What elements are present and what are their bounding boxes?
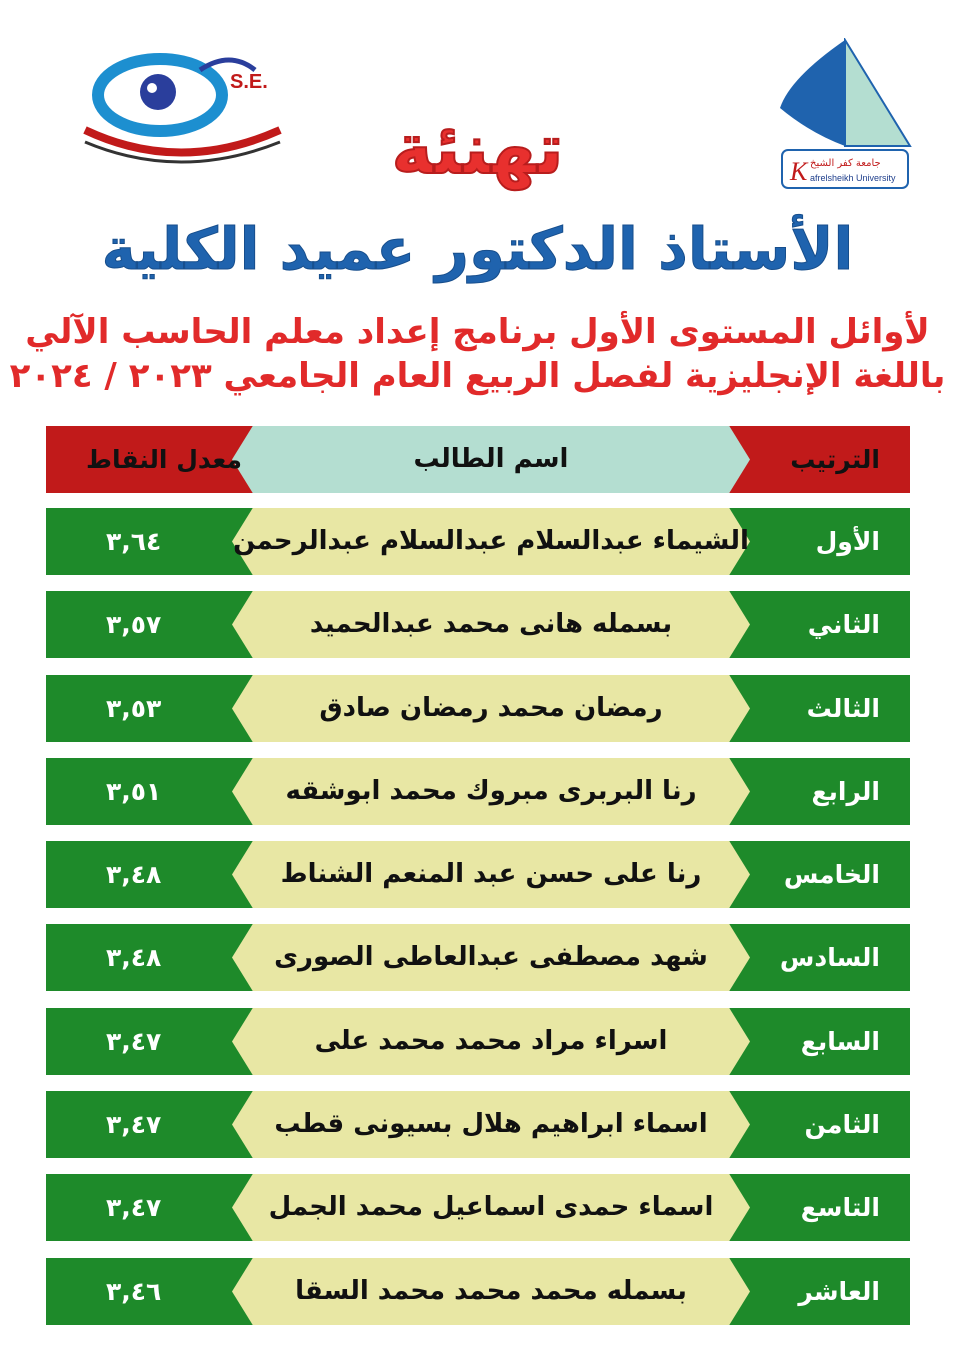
table-row <box>46 675 910 742</box>
row-name: اسماء حمدى اسماعيل محمد الجمل <box>268 1192 714 1222</box>
row-rank: السابع <box>800 1027 880 1056</box>
subtitle-line-1: لأوائل المستوى الأول برنامج إعداد معلم الحاسب الآلي <box>25 312 930 352</box>
table-row <box>46 591 910 658</box>
dean-title: الأستاذ الدكتور عميد الكلية <box>101 215 854 283</box>
svg-text:afrelsheikh University: afrelsheikh University <box>810 173 896 183</box>
table-row <box>46 1091 910 1158</box>
row-rank: التاسع <box>800 1193 880 1222</box>
row-name: رنا على حسن عبد المنعم الشناط <box>280 859 702 889</box>
row-gpa: ٣,٤٦ <box>106 1277 162 1306</box>
row-gpa: ٣,٤٧ <box>106 1110 162 1139</box>
row-rank: الثالث <box>806 694 880 723</box>
table-row <box>46 1174 910 1241</box>
table-row <box>46 1008 910 1075</box>
table-row <box>46 758 910 825</box>
row-name: بسمله محمد محمد محمد السقا <box>295 1276 687 1306</box>
row-rank: الرابع <box>811 777 880 806</box>
table-row <box>46 1258 910 1325</box>
table-row <box>46 841 910 908</box>
row-gpa: ٣,٥٧ <box>106 610 162 639</box>
row-name: اسماء ابراهيم هلال بسيونى قطب <box>274 1109 708 1139</box>
row-gpa: ٣,٥١ <box>106 777 162 806</box>
row-gpa: ٣,٤٧ <box>106 1027 162 1056</box>
row-name: اسراء مراد محمد محمد على <box>314 1026 668 1056</box>
row-rank: الثامن <box>804 1110 880 1139</box>
table-row <box>46 508 910 575</box>
row-gpa: ٣,٦٤ <box>106 527 162 556</box>
row-rank: الأول <box>815 527 880 556</box>
row-rank: العاشر <box>798 1277 880 1306</box>
table-row <box>46 924 910 991</box>
row-name: رنا البربرى مبروك محمد ابوشقه <box>285 776 697 806</box>
row-rank: السادس <box>779 943 880 972</box>
row-name: رمضان محمد رمضان صادق <box>319 693 663 723</box>
header-name: اسم الطالب <box>413 444 569 474</box>
congrats-title: تهنئة <box>391 108 564 190</box>
row-rank: الخامس <box>783 860 880 889</box>
row-gpa: ٣,٤٨ <box>106 943 162 972</box>
row-gpa: ٣,٥٣ <box>106 694 162 723</box>
header-rank: الترتيب <box>790 445 880 474</box>
row-name: الشيماء عبدالسلام عبدالسلام عبدالرحمن <box>233 526 749 556</box>
table-header <box>46 426 910 493</box>
row-name: بسمله هانى محمد عبدالحميد <box>309 609 673 639</box>
svg-text:K: K <box>790 157 808 186</box>
svg-text:S.E.: S.E. <box>230 71 268 93</box>
row-rank: الثاني <box>807 610 880 639</box>
subtitle-line-2: باللغة الإنجليزية لفصل الربيع العام الجامعي ٢٠٢٣ / ٢٠٢٤ <box>9 356 946 396</box>
row-gpa: ٣,٤٨ <box>106 860 162 889</box>
row-name: شهد مصطفى عبدالعاطى الصورى <box>274 942 708 972</box>
subtitle <box>0 310 955 398</box>
svg-text:جامعة كفر الشيخ: جامعة كفر الشيخ <box>810 158 881 169</box>
header-gpa: معدل النقاط <box>86 445 242 474</box>
row-gpa: ٣,٤٧ <box>106 1193 162 1222</box>
